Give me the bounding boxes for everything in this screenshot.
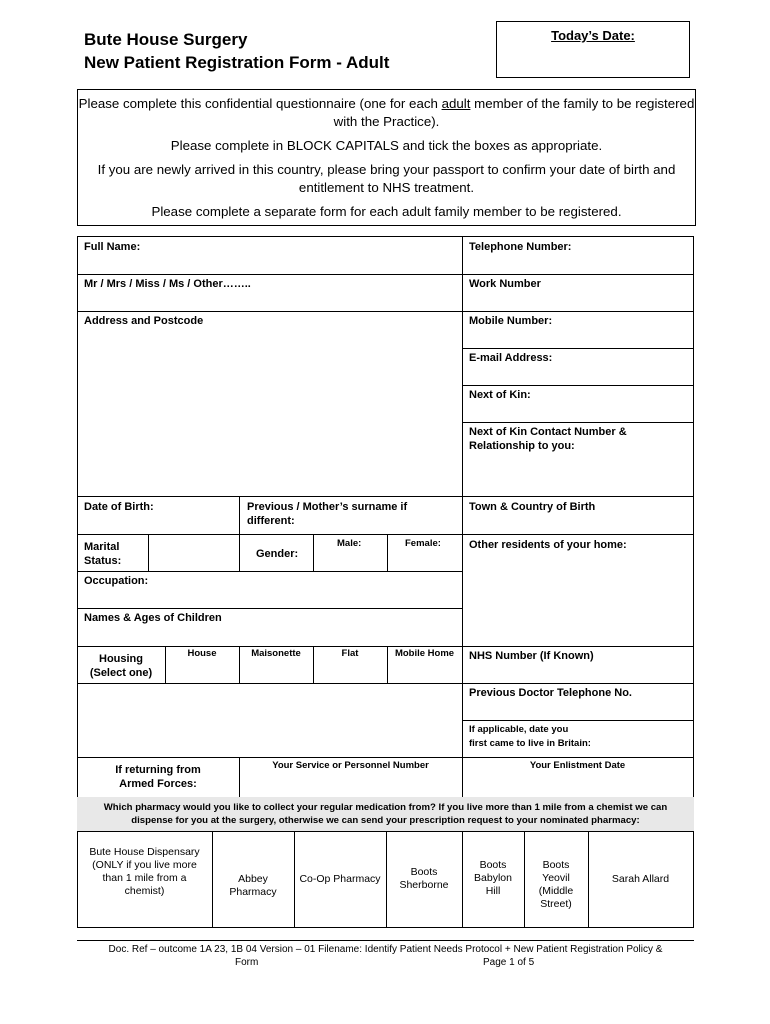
pharmacy-question: Which pharmacy would you like to collect your regular medication from? If you live more than 1 mile from a chemist we can dispense for you at the surgery, otherwise we can send your prescription request to your nominated pharmacy: (103, 802, 668, 826)
pharmacy-option-abbey[interactable]: Abbey Pharmacy (229, 873, 277, 898)
todays-date-label: Today’s Date: (551, 28, 635, 43)
instruction-confidential: Please complete this confidential questionnaire (one for each adult member of the family to be registered with the Practice). (78, 96, 695, 129)
other-residents-field[interactable]: Other residents of your home: (469, 539, 627, 551)
occupation-field[interactable]: Occupation: (84, 575, 149, 587)
previous-doctor-field[interactable]: Previous Doctor Telephone No. (469, 687, 632, 699)
mobile-number-field[interactable]: Mobile Number: (469, 315, 553, 327)
pharmacy-option-boots-sherborne[interactable]: Boots Sherborne (399, 866, 449, 891)
title-field[interactable]: Mr / Mrs / Miss / Ms / Other…….. (84, 278, 251, 290)
footer-form-word: Form (235, 957, 259, 968)
pharmacy-option-co-op[interactable]: Co-Op Pharmacy (299, 873, 381, 885)
pharmacy-option-bute-house[interactable]: Bute House Dispensary (ONLY if you live more than 1 mile from a chemist) (89, 846, 200, 897)
service-number-field[interactable]: Your Service or Personnel Number (272, 760, 429, 771)
male-checkbox[interactable]: Male: (337, 538, 362, 549)
instruction-block-capitals: Please complete in BLOCK CAPITALS and tick the boxes as appropriate. (170, 138, 603, 153)
pharmacy-option-boots-babylon-hill[interactable]: Boots Babylon Hill (474, 859, 512, 897)
housing-label: Housing (Select one) (89, 653, 153, 679)
instructions-box (77, 89, 696, 226)
next-of-kin-field[interactable]: Next of Kin: (469, 389, 531, 401)
pharmacy-option-boots-yeovil[interactable]: Boots Yeovil (Middle Street) (538, 859, 574, 910)
housing-mobile-home-checkbox[interactable]: Mobile Home (394, 648, 455, 659)
britain-arrival-field[interactable]: If applicable, date you first came to live in Britain: (469, 724, 591, 749)
gender-label: Gender: (256, 548, 299, 560)
enlistment-date-field[interactable]: Your Enlistment Date (529, 760, 626, 771)
footer-page-number: Page 1 of 5 (483, 957, 535, 968)
children-field[interactable]: Names & Ages of Children (84, 612, 222, 624)
marital-status-input[interactable] (149, 535, 239, 571)
pharmacy-option-sarah-allard[interactable]: Sarah Allard (611, 873, 670, 885)
footer-doc-ref: Doc. Ref – outcome 1A 23, 1B 04 Version – 01 Filename: Identify Patient Needs Protocol + New Patient Registration Policy & (108, 944, 663, 955)
housing-house-checkbox[interactable]: House (187, 648, 217, 659)
town-country-birth-field[interactable]: Town & Country of Birth (469, 501, 596, 513)
previous-surname-field[interactable]: Previous / Mother’s surname if different: (247, 501, 408, 527)
full-name-field[interactable]: Full Name: (84, 241, 141, 253)
date-of-birth-field[interactable]: Date of Birth: (84, 501, 154, 513)
nhs-number-field[interactable]: NHS Number (If Known) (469, 650, 594, 662)
todays-date-box[interactable] (496, 21, 690, 78)
housing-maisonette-checkbox[interactable]: Maisonette (251, 648, 301, 659)
form-title: New Patient Registration Form - Adult (84, 53, 390, 72)
email-field[interactable]: E-mail Address: (469, 352, 553, 364)
marital-status-label: Marital Status: (84, 541, 122, 567)
telephone-field[interactable]: Telephone Number: (469, 241, 572, 253)
instruction-separate-form: Please complete a separate form for each adult family member to be registered. (151, 204, 622, 219)
form-title-practice: Bute House Surgery (84, 30, 248, 49)
footer-divider (77, 940, 694, 941)
work-number-field[interactable]: Work Number (469, 278, 541, 290)
kin-contact-field[interactable]: Next of Kin Contact Number & Relationship to you: (469, 426, 627, 452)
housing-flat-checkbox[interactable]: Flat (341, 648, 359, 659)
address-field[interactable]: Address and Postcode (84, 315, 204, 327)
female-checkbox[interactable]: Female: (405, 538, 441, 549)
armed-forces-label: If returning from Armed Forces: (115, 764, 201, 790)
instruction-passport: If you are newly arrived in this country, please bring your passport to confirm your date of birth and entitlement to NHS treatment. (97, 162, 676, 195)
document-footer (77, 943, 694, 969)
